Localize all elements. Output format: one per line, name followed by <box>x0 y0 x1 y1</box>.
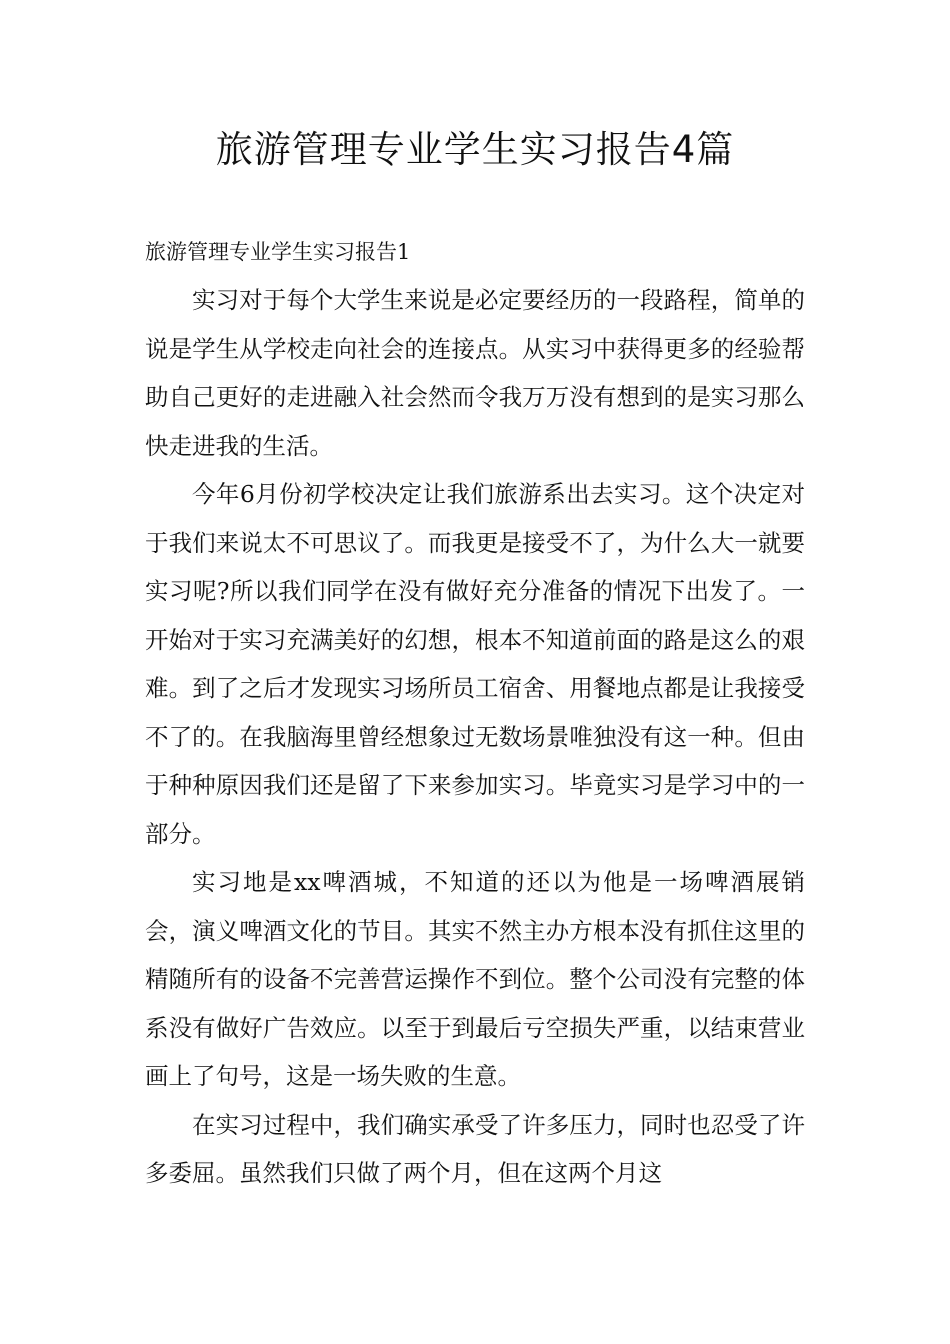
paragraph-2: 今年6月份初学校决定让我们旅游系出去实习。这个决定对于我们来说太不可思议了。而我更是接受不了，为什么大一就要实习呢?所以我们同学在没有做好充分准备的情况下出发了。一开始对于实习充满美好的幻想，根本不知道前面的路是这么的艰难。到了之后才发现实习场所员工宿舍、用餐地点都是让我接受不了的。在我脑海里曾经想象过无数场景唯独没有这一种。但由于种种原因我们还是留了下来参加实习。毕竟实习是学习中的一部分。 <box>145 480 805 848</box>
paragraph-1: 实习对于每个大学生来说是必定要经历的一段路程，简单的说是学生从学校走向社会的连接点。从实习中获得更多的经验帮助自己更好的走进融入社会然而令我万万没有想到的是实习那么快走进我的生活。 <box>145 286 805 460</box>
paragraph-4: 在实习过程中，我们确实承受了许多压力，同时也忍受了许多委屈。虽然我们只做了两个月，但在这两个月这 <box>145 1110 805 1187</box>
section-heading: 旅游管理专业学生实习报告1 <box>145 240 411 264</box>
document-body <box>145 276 805 1198</box>
paragraph-3: 实习地是xx啤酒城，不知道的还以为他是一场啤酒展销会，演义啤酒文化的节目。其实不然主办方根本没有抓住这里的精随所有的设备不完善营运操作不到位。整个公司没有完整的体系没有做好广告效应。以至于到最后亏空损失严重，以结束营业画上了句号，这是一场失败的生意。 <box>145 868 805 1090</box>
document-title: 旅游管理专业学生实习报告4篇 <box>215 128 735 171</box>
